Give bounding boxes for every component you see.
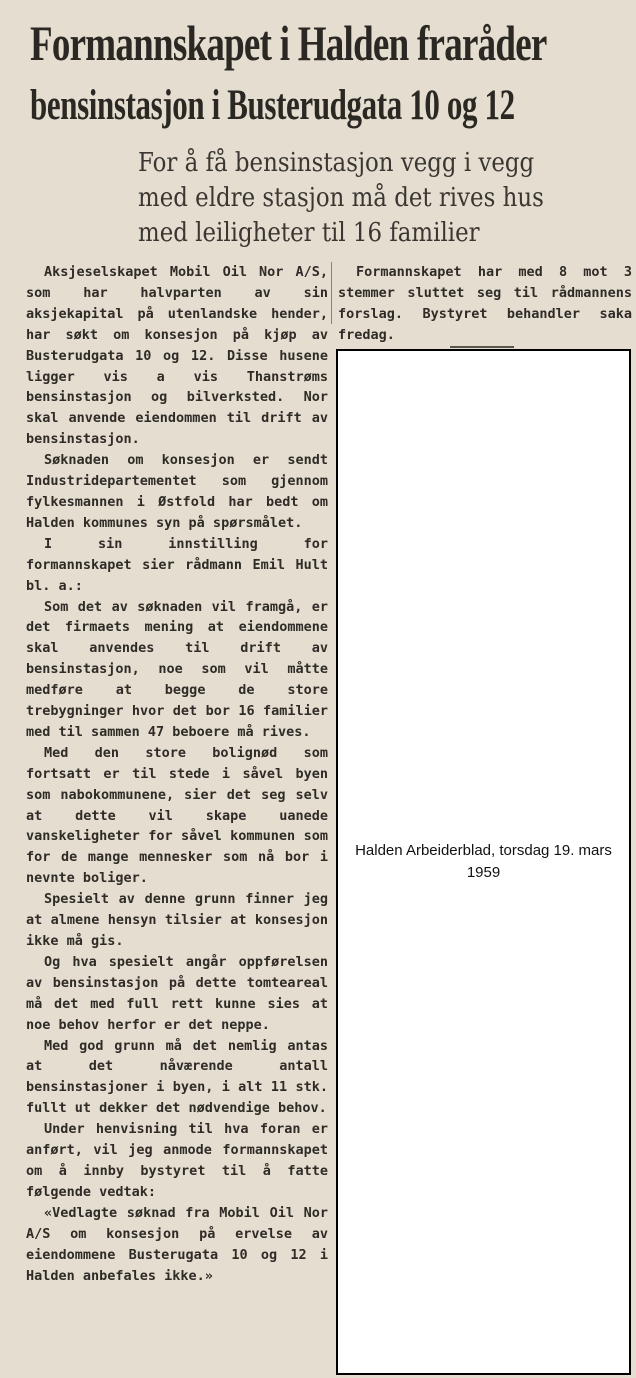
paragraph: Søknaden om konsesjon er sendt Industridepartementet som gjennom fylkesmannen i Østfold har bedt om Halden kommunes syn på spørsmålet. [26,452,328,531]
paragraph: I sin innstilling for formannskapet sier rådmann Emil Hult bl. a.: [26,535,328,594]
paragraph: «Vedlagte søknad fra Mobil Oil Nor A/S om konsesjon på ervelse av eiendommene Busterugata 10 og 12 i Halden anbefales ikke.» [26,1204,328,1284]
article-end-rule [450,346,514,348]
paragraph: Formannskapet har med 8 mot 3 stemmer sluttet seg til rådmannens forslag. Bystyret behandler saka fredag. [338,264,632,343]
paragraph: Med god grunn må det nemlig antas at det nåværende antall bensinstasjoner i byen, i alt 11 stk. fullt ut dekker det nødvendige behov. [26,1037,328,1117]
paragraph: Som det av søknaden vil framgå, er det firmaets mening at eiendommene skal anvendes til drift av bensinstasjon, noe som vil måtte medføre at begge de store trebygninger hvor det bor 16 familier med til sammen 47 beboere må rives. [26,598,328,740]
article-right-column [338,262,632,346]
subheadline-line-2: med eldre stasjon må det rives hus [138,183,544,213]
source-caption: Halden Arbeiderblad, torsdag 19. mars 1959 [355,842,612,881]
paragraph: Under henvisning til hva foran er anført, vil jeg anmode formannskapet om å innby bystyret til å fatte følgende vedtak: [26,1121,328,1200]
article-left-column [26,262,328,1286]
headline-line-1: Formannskapet i Halden fraråder [30,15,547,71]
headline-line-2: bensinstasjon i Busterudgata 10 og 12 [30,82,515,129]
caption-box [336,349,631,1375]
subheadline-line-3: med leiligheter til 16 familier [138,218,480,248]
paragraph: Spesielt av denne grunn finner jeg at almene hensyn tilsier at konsesjon ikke må gis. [26,891,328,949]
column-divider [331,262,332,324]
paragraph: Og hva spesielt angår oppførelsen av bensinstasjon på dette tomteareal må det med full rett kunne sies at noe behov herfor er det neppe. [26,953,328,1033]
paragraph: Aksjeselskapet Mobil Oil Nor A/S, som har halvparten av sin aksjekapital på utenlandske hender, har søkt om konsesjon på kjøp av Busterudgata 10 og 12. Disse husene ligger vis a vis Thanstrøms bensinstasjon og bilverksted. Nor skal anvende eiendommen til drift av bensinstasjon. [26,264,328,448]
subheadline-line-1: For å få bensinstasjon vegg i vegg [138,148,535,178]
paragraph: Med den store bolignød som fortsatt er til stede i såvel byen som nabokommunene, sier det seg selv at dette vil skape uanede vanskeligheter for såvel kommunen som for de mange mennesker som nå bor i nevnte boliger. [26,744,328,887]
